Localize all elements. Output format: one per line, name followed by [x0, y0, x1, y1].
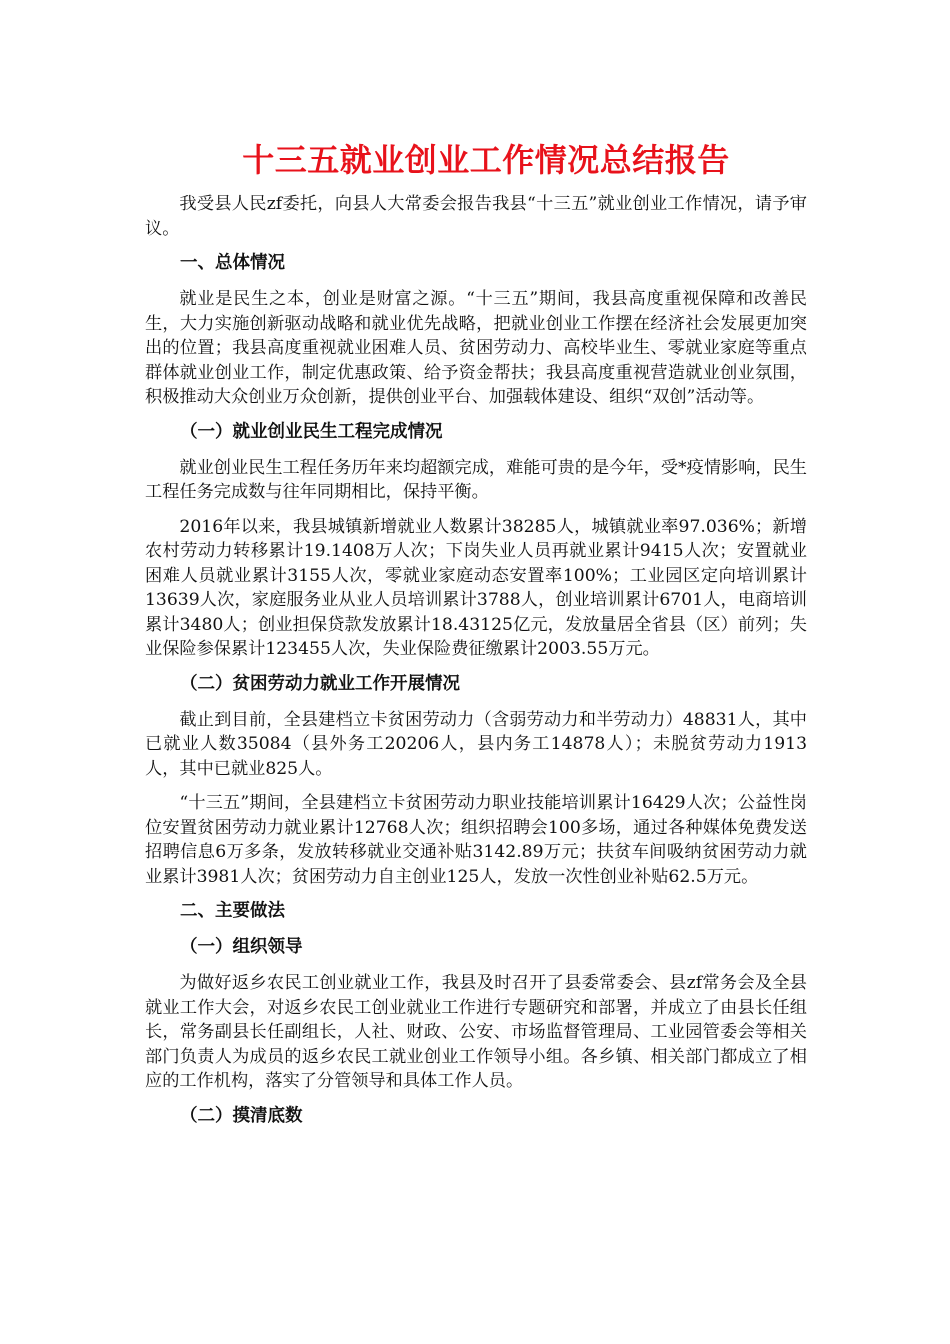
poverty-labor-paragraph-1: 截止到目前，全县建档立卡贫困劳动力（含弱劳动力和半劳动力）48831人，其中已就业人数35084（县外务工20206人，县内务工14878人）；未脱贫劳动力1913人，其中已就业825人。	[145, 709, 807, 779]
section-heading-main-practices: 二、主要做法	[180, 901, 285, 921]
overview-paragraph: 就业是民生之本，创业是财富之源。“十三五”期间，我县高度重视保障和改善民生，大力实施创新驱动战略和就业优先战略，把就业创业工作摆在经济社会发展更加突出的位置；我县高度重视就业困难人员、贫困劳动力、高校毕业生、零就业家庭等重点群体就业创业工作，制定优惠政策、给予资金帮扶；我县高度重视营造就业创业氛围，积极推动大众创业万众创新，提供创业平台、加强载体建设、组织“双创”活动等。	[145, 289, 807, 407]
document-title: 十三五就业创业工作情况总结报告	[242, 141, 730, 179]
section-heading-overview: 一、总体情况	[180, 253, 285, 273]
intro-paragraph: 我受县人民zf委托，向县人大常委会报告我县“十三五”就业创业工作情况，请予审议。	[145, 194, 807, 239]
livelihood-paragraph-2: 2016年以来，我县城镇新增就业人数累计38285人，城镇就业率97.036%；新增农村劳动力转移累计19.1408万人次；下岗失业人员再就业累计9415人次；安置就业困难人员就业累计3155人次，零就业家庭动态安置率100%；工业园区定向培训累计13639人次，家庭服务业从业人员培训累计3788人，创业培训累计6701人，电商培训累计3480人；创业担保贷款发放累计18.43125亿元，发放量居全省县（区）前列；失业保险参保累计123455人次，失业保险费征缴累计2003.55万元。	[145, 516, 807, 659]
subsection-heading-livelihood: （一）就业创业民生工程完成情况	[180, 421, 443, 442]
document-page	[145, 130, 807, 1140]
subsection-heading-poverty-labor: （二）贫困劳动力就业工作开展情况	[180, 673, 460, 694]
leadership-paragraph: 为做好返乡农民工创业就业工作，我县及时召开了县委常委会、县zf常务会及全县就业工作大会，对返乡农民工创业就业工作进行专题研究和部署，并成立了由县长任组长，常务副县长任副组长，人社、财政、公安、市场监督管理局、工业园管委会等相关部门负责人为成员的返乡农民工就业创业工作领导小组。各乡镇、相关部门都成立了相应的工作机构，落实了分管领导和具体工作人员。	[145, 973, 807, 1091]
livelihood-paragraph-1: 就业创业民生工程任务历年来均超额完成，难能可贵的是今年，受*疫情影响，民生工程任务完成数与往年同期相比，保持平衡。	[145, 457, 807, 502]
subsection-heading-baseline: （二）摸清底数	[180, 1105, 303, 1126]
poverty-labor-paragraph-2: “十三五”期间，全县建档立卡贫困劳动力职业技能培训累计16429人次；公益性岗位安置贫困劳动力就业累计12768人次；组织招聘会100多场，通过各种媒体免费发送招聘信息6万多条，发放转移就业交通补贴3142.89万元；扶贫车间吸纳贫困劳动力就业累计3981人次；贫困劳动力自主创业125人，发放一次性创业补贴62.5万元。	[145, 793, 807, 887]
subsection-heading-leadership: （一）组织领导	[180, 937, 303, 957]
